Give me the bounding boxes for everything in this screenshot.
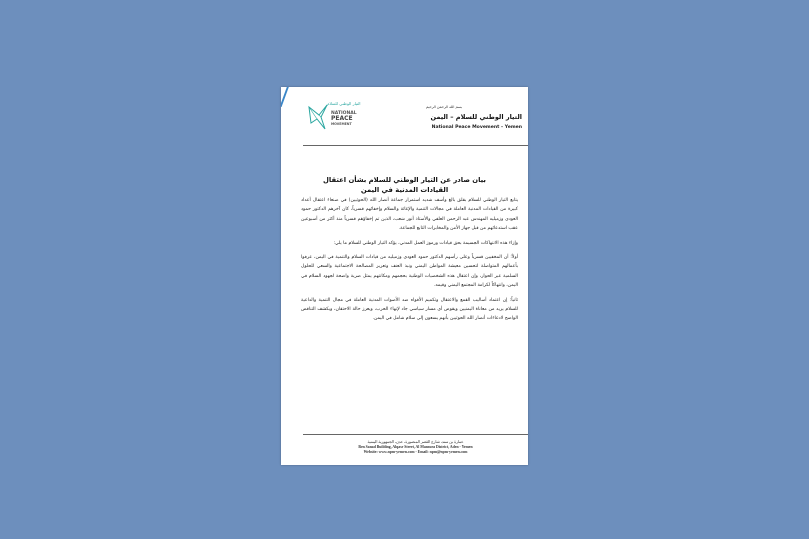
logo-line: PEACE: [331, 115, 353, 122]
org-name-arabic: التيار الوطني للسلام – اليمن: [430, 113, 522, 121]
dove-icon: [307, 101, 329, 131]
logo-line: MOVEMENT: [331, 122, 352, 126]
footer: [303, 440, 528, 455]
logo: [307, 99, 362, 135]
footer-contact: Website: www.npm-yemen.com - Email: npm@npm-yemen.com: [363, 450, 468, 454]
logo-line: NATIONAL: [331, 111, 357, 116]
logo-arabic: التيار الوطني للسلام: [327, 101, 361, 106]
basmala: بسم الله الرحمن الرحيم: [426, 105, 463, 109]
header-divider: [303, 145, 528, 146]
footer-address-arabic: عمارة بن سند، شارع القصر المنصورة، عدن، الجمهورية اليمنية: [367, 440, 464, 444]
document-page: [281, 87, 528, 465]
title-line: القيادات المدنية في اليمن: [360, 186, 449, 194]
paragraph: وإزاء هذه الانتهاكات الجسيمة بحق قيادات ورموز العمل المدني، يؤكد التيار الوطني للسلام ما يلي:: [333, 240, 518, 246]
document-title: [293, 175, 516, 195]
logo-english: [331, 111, 357, 127]
paragraph: ثانياً: إن اعتماد أساليب القمع والاعتقال وتكميم الأفواه ضد الأصوات المدنية العاملة في مجال التنمية والداعية للسلام يزيد من معاناة اليمنيين ويقوض أي مسار سياسي جاد لإنهاء الحرب، ويعزز حالة الاحتقان، ويكشف التناقض الواضح لادعاءات أنصار الله الحوثيين بأنهم يسعون إلى سلام شامل في اليمن.: [301, 297, 518, 322]
org-name-english: National Peace Movement – Yemen: [431, 125, 522, 130]
paragraph: أولاً: أن المخفيين قسرياً وعلى رأسهم الدكتور حمود العودي وزميليه من قيادات السلام والتنمية في اليمن، عرفوا بأعمالهم المتواصلة لتحسين معيشة المواطن اليمني ونبذ العنف وتعزيز المصالحة الاجتماعية والسعي للحلول السلمية عبر الحوار، وإن اعتقال هذه الشخصيات الوطنية بحجمهم ومكانتهم يمثل ضربة واضحة لجهود السلام في اليمن، وانتهاكاً لكرامة المجتمع اليمني وقيمه.: [301, 255, 518, 289]
footer-address-english: Ben Sanad Building, Alqasr Street, Al Mansura District, Aden - Yemen: [358, 445, 473, 449]
corner-accent: [281, 87, 292, 107]
paragraph: يتابع التيار الوطني للسلام بقلق بالغ وأسف شديد استمرار جماعة أنصار الله (الحوثيين) في صنعاء اعتقال أعداد كبيرة من القيادات المدنية العاملة في مجالات التنمية والإغاثة والسلام وإخفائهم قسرياً، كان آخرهم الدكتور حمود العودي وزميليه المهندس عبد الرحمن العلفي والأستاذ أنور شعب، الذين تم إخفاؤهم قسرياً منذ أكثر من أسبوعين عقب استدعائهم من قبل جهاز الأمن والمخابرات التابع للجماعة.: [301, 198, 518, 232]
footer-divider: [303, 434, 528, 435]
title-line: بيان صادر عن التيار الوطني للسلام بشأن اعتقال: [323, 176, 486, 184]
document-body: [301, 196, 518, 329]
